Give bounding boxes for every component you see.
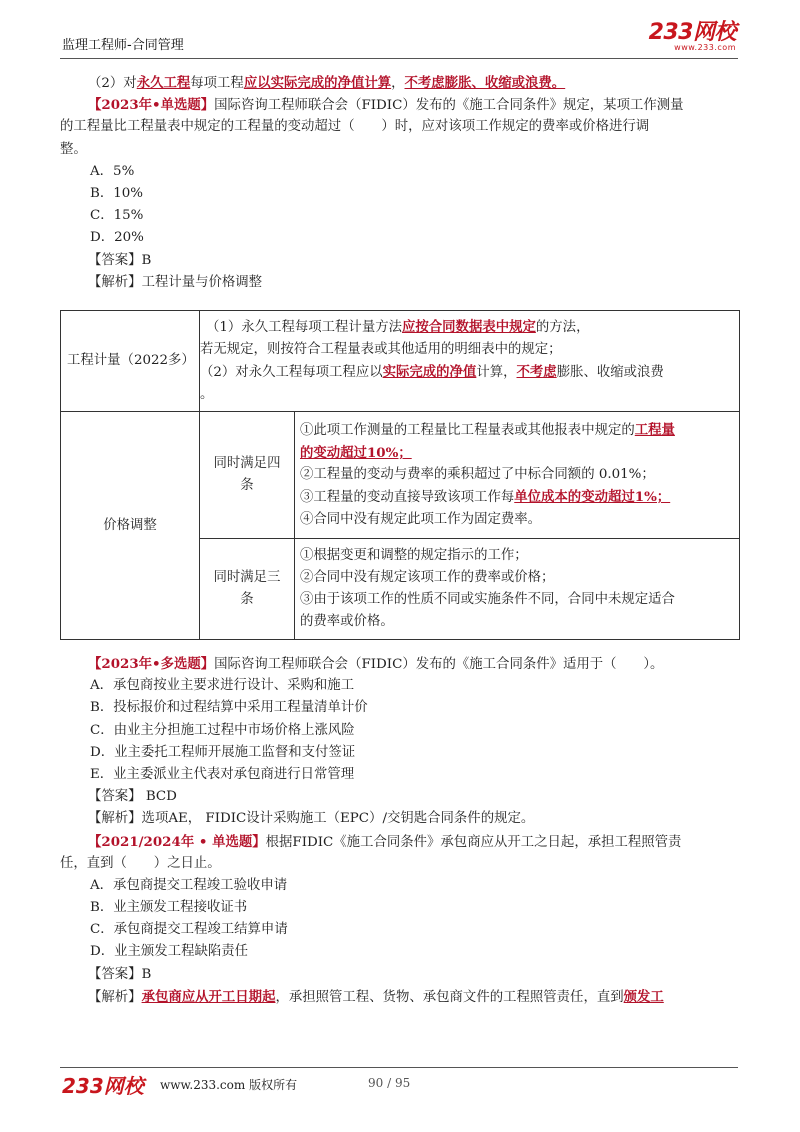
option-a: A．承包商提交工程竣工验收申请 [90,877,288,893]
highlight: 单位成本的变动超过1%； [514,489,671,505]
table-row [61,311,740,412]
question-3-stem [60,831,740,853]
text: 每项工程 [190,76,244,91]
text: ， [391,76,405,91]
option-c: C．由业主分担施工过程中市场价格上涨风险 [90,722,355,738]
question-1-stem [60,94,740,116]
question-2-stem [60,653,740,675]
text: （2）对 [88,76,137,91]
line: ④合同中没有规定此项工作为固定费率。 [300,512,542,527]
text: 工程计量与价格调整 [141,274,263,290]
text: ，承担照管工程、货物、承包商文件的工程照管责任，直到 [275,989,624,1005]
question-1-stem-end: 整。 [60,141,87,157]
line [200,316,739,339]
question-tag: 【2023年•多选题】 [88,656,215,672]
text: （2）对永久工程每项工程应以 [200,365,383,380]
text: 计算， [476,365,517,380]
question-tag: 【2021/2024年 • 单选题】 [88,833,266,850]
text: 国际咨询工程师联合会（FIDIC）发布的《施工合同条件》适用于（ ）。 [214,657,664,672]
highlight: 实际完成的净值 [382,364,477,380]
option-b: B．10% [90,185,143,201]
document-title: 监理工程师-合同管理 [62,38,184,53]
highlight: 应按合同数据表中规定 [402,319,536,335]
row-label [61,311,200,412]
answer: 【答案】B [88,966,152,982]
sub-content [295,539,740,640]
text: 根据FIDIC《施工合同条件》承包商应从开工之日起，承担工程照管责 [265,834,682,850]
highlight: 应以实际完成的净值计算 [243,75,392,91]
highlight: 永久工程 [136,75,191,91]
text: ①此项工作测量的工程量比工程量表或其他报表中规定的 [300,423,635,438]
option-b: B．业主颁发工程接收证书 [90,900,248,916]
footer-divider [60,1067,738,1068]
line: 。 [200,387,214,402]
option-a: A．5% [90,163,135,179]
line: ②工程量的变动与费率的乘积超过了中标合同额的 0.01%； [300,467,655,482]
line: ①根据变更和调整的规定指示的工作； [300,548,528,563]
line [300,486,739,509]
row-label: 价格调整 [61,412,200,640]
analysis [60,986,740,1008]
sub-label [200,412,295,539]
content-bottom [60,653,740,1008]
text: 膨胀、收缩或浪费 [556,365,664,380]
logo-url: www.233.com [674,43,736,52]
text: 的方法， [535,320,590,335]
answer: 【答案】 BCD [88,789,177,805]
page-header [60,22,738,59]
text: 工程计量（2022多） [67,353,195,368]
option-a: A．承包商按业主要求进行设计、采购和施工 [90,678,355,694]
footer-logo: 233网校 [62,1074,144,1098]
text: 同时满足四条 [213,456,281,493]
table-row [61,412,740,539]
line: 若无规定，则按符合工程量表或其他适用的明细表中的规定； [200,342,562,357]
analysis-tag: 【解析】 [88,274,142,290]
text: 国际咨询工程师联合会（FIDIC）发布的《施工合同条件》规定，某项工作测量 [214,98,684,114]
line [300,419,739,442]
line [200,361,739,384]
summary-table [60,310,740,640]
highlight: 承包商应从开工日期起 [141,988,276,1005]
brand-logo [649,22,736,52]
analysis: 【解析】选项AE， FIDIC设计采购施工（EPC）/交钥匙合同条件的规定。 [88,811,535,827]
option-d: D．业主颁发工程缺陷责任 [90,944,249,960]
option-b: B．投标报价和过程结算中采用工程量清单计价 [90,700,368,716]
content-top [60,72,740,294]
option-d: D．业主委托工程师开展施工监督和支付签证 [90,744,356,760]
option-c: C．15% [90,208,144,224]
text: ③工程量的变动直接导致该项工作每 [300,490,515,505]
analysis [60,272,740,294]
option-d: D．20% [90,230,144,246]
option-e: E．业主委派业主代表对承包商进行日常管理 [90,766,355,782]
paragraph-measurement [60,72,740,94]
highlight: 颁发工 [623,988,664,1005]
answer: 【答案】B [88,252,152,268]
text: （1）永久工程每项工程计量方法 [206,320,402,335]
line: ②合同中没有规定该项工作的费率或价格； [300,570,555,585]
highlight: 工程量 [634,422,675,438]
footer-copyright: www.233.com 版权所有 [160,1078,298,1092]
highlight: 不考虑膨胀、收缩或浪费。 [404,75,566,91]
line: ③由于该项工作的性质不同或实施条件不同，合同中未规定适合 [300,592,675,607]
text: 同时满足三条 [213,570,281,607]
logo-text: 233网校 [648,20,736,45]
highlight: 不考虑 [516,364,557,380]
question-1-stem-cont: 的工程量比工程量表中规定的工程量的变动超过（ ）时，应对该项工作规定的费率或价格进行调 [60,119,650,135]
option-c: C．承包商提交工程竣工结算申请 [90,922,288,938]
question-tag: 【2023年•单选题】 [88,97,215,114]
row-content [200,311,740,412]
line: 的变动超过10%； [300,445,412,461]
line: 的费率或价格。 [300,614,394,629]
question-3-stem-cont: 任，直到（ ）之日止。 [60,855,221,871]
sub-content [295,412,740,539]
sub-label [200,539,295,640]
analysis-tag: 【解析】 [88,989,142,1005]
page-number: 90 / 95 [368,1076,411,1090]
